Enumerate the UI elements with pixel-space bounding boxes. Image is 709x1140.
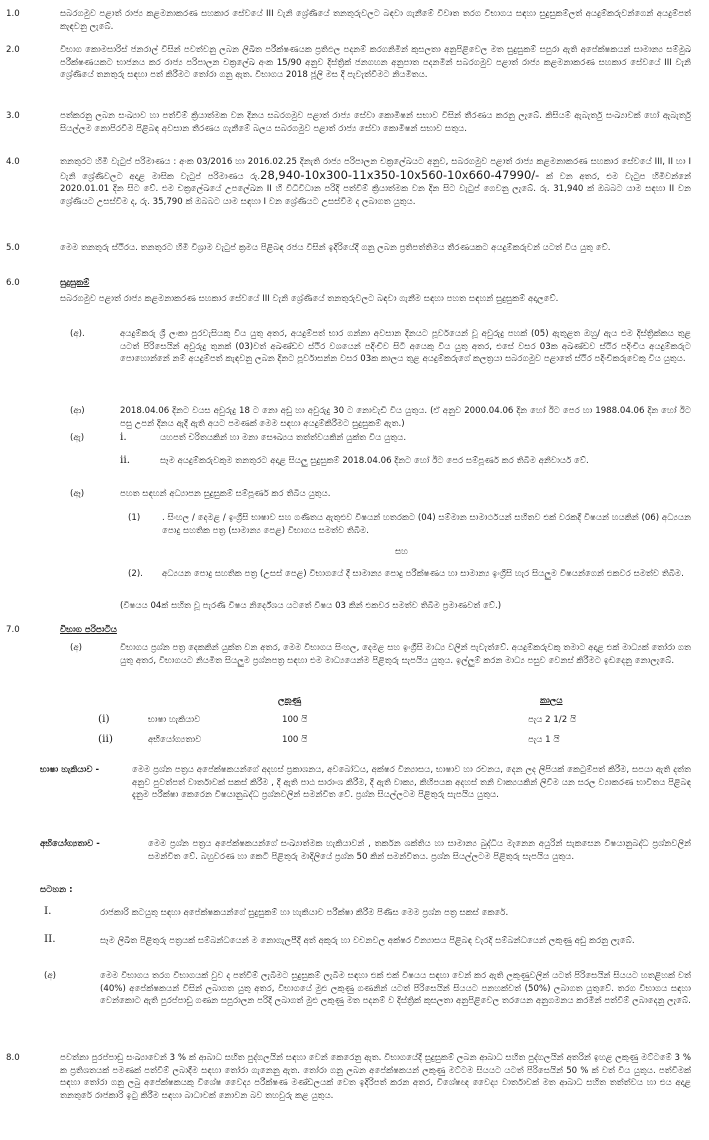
- aptitude-label: අභියෝග්‍යතාව -: [40, 839, 100, 849]
- pass-mark-text: මෙම විභාගය තරග විභාගයක් වුව ද පත්වීම් ලැබීමට සුදුසුකම් ලැබීම සඳහා එක් එක් විෂයය සඳහා වෙන් කර ඇති ලකුණුවලින් යටත් පිරිසෙයින් සියයට හතළිහක් වත් (40%) අපේක්ෂකයන් විසින් ලබාගත යුතු අතර, විභාගයේ මුළු ලකුණු ගණනින් යටත් පිරිසෙයින් සියයට පනහක්වත් (50%) ලබාගත යුතුවේ. තරග විභාගය සඳහා වෙන්කොට ඇති පුරප්පාඩු ගණන සපුරාලන පරිදි ලබාගත් මුළු ලකුණු මත පදනම් ව දිස්ත්‍රික් කුසලතා අනුපිළිවෙල තරයෙන අනුගමනය කරමින් පත්වීම් ලබාදෙනු ලැබේ.: [100, 971, 691, 1007]
- paper-time: පැය 1 යි: [528, 735, 560, 745]
- note-number: II.: [44, 933, 56, 945]
- age-requirement: 2018.04.06 දිනට වයස අවුරුදු 18 ට නො අඩු හා අවුරුදු 30 ට නොවැඩි විය යුතුය. (ඒ අනුව 2000.04.06 දින හෝ ඊට පෙර හා 1988.04.06 දින හෝ ඊට පසු උපන් දිනය ඇදී ඇති අයට පමණක් මෙම සඳහා අයදුම්කිරීමට සුදුසුකම් ඇත.): [120, 406, 691, 429]
- item-label: (අ): [44, 971, 56, 981]
- roman-numeral: ii.: [120, 454, 131, 466]
- paper-time: පැය 2 1/2 යි: [528, 715, 577, 725]
- section-heading-qualifications: සුදුසුකම්: [60, 278, 90, 288]
- section-2-text: විභාග කොමසාරිස් ජනරාල් විසින් පවත්වනු ලබන ලිඛිත පරීක්ෂණයක ප්‍රතිඵල පදනම් කරගනිමින් කුසලතා අනුපිළිවෙල මත සුදුසුකම් සපුරා ඇති අපේක්ෂකයන් සාමාන්‍ය සම්මුඛ පරීක්ෂණයකට භාජනය කර රාජ්‍ය පරිපාලන චක්‍රලේඛ අංක 15/90 අනුව දිස්ත්‍රික් ජනගහන අනුපාත පදනමින් සබරගමුව පළාත් රාජ්‍ය කළමනාකරණ සහකාර සේවයේ III වැනි ශ්‍රේණියේ තනතුරු සඳහා පත් කිරීමට තෝරා ගනු ඇත. විභාගය 2018 ජූලි මස දී පැවැත්වීමට නියමිතය.: [60, 45, 691, 81]
- residency-requirement: අයදුම්කරු ශ්‍රී ලංකා පුරවැසියකු විය යුතු අතර, අයදුම්පත් භාර ගන්නා අවසාන දිනයට පූර්වයෙන් වූ අවුරුදු පහක් (05) ඇතුළත ඔහු/ ඇය එම දිස්ත්‍රික්කය තුළ යටත් පිරිසෙයින් අවුරුදු තුනක් (03)වත් අඛණ්ඩව ස්ථිර වශයෙන් පදිංචිව සිටි අයෙකු විය යුතු අතර, එසේ වසර 03ක අඛණ්ඩව ස්ථිර පදිංචිය අයදුම්කරුට පොහොන්නේ නම් අයදුම්පත් කැඳවනු ලබන දිනට පූර්වාසන්න වසර 03ක කාලය තුළ අයදුම්කරුගේ කලත්‍රයා සබරගමුව පළාතේ ස්ථිර පදිංචිකරුවෙකු විය යුතුය.: [120, 329, 691, 365]
- salary-detail: ක් වන අතර, එම වැටුප හිමිවන්නේ 2020.01.01 දින සිට වේ. එම චක්‍රලේඛයේ උපලේඛන II හි විධිවිධාන පරිදි පත්වීම් ක්‍රියාත්මක වන දින සිට වැටුප් ගෙවනු ලැබේ. රු. 31,940 ක් ඔබබට යාම සඳහා II වන ශ්‍රේණියට උසස්වීම ද, රු. 35,790 ක් ඔබබට යාම සඳහා I වන ශ්‍රේණියට උසස්වීම ද ලබාගත යුතුය.: [60, 171, 691, 207]
- education-requirement-intro: පහත සඳහන් අධ්‍යාපන සුදුසුකම් සම්පූර්ණ කර තිබිය යුතුය.: [120, 489, 331, 499]
- section-5-text: මෙම තනතුරු ස්ථිරය. තනතුරට හිමි විශ්‍රාම වැටුප් ක්‍රමය පිළිබඳ රජය විසින් ඉදිරියේදී ගනු ලබන ප්‍රතිපත්තිමය තීරණයකට අයදුම්කරුවන් යටත් විය යුතු වේ.: [60, 243, 611, 253]
- section-number: 4.0: [6, 157, 20, 167]
- paper-marks: 100 යි: [282, 735, 308, 745]
- section-number: 1.0: [6, 9, 20, 19]
- character-health-requirement: යහපත් චරිතයකින් හා මනා සෞඛ්‍යය තත්ත්වයකින් යුක්ත විය යුතුය.: [160, 433, 407, 443]
- roman-numeral: i.: [120, 431, 127, 443]
- note-2-text: සෑම ලිඛිත පිළිතුරු පත්‍රයක් සම්බන්ධයෙන් ම නොගැලපීදී අත් අකුරු හා වචනවල අක්ෂර වින්‍යාසය පිළිබඳ වැරදි සම්බන්ධයෙන් ලකුණු අඩු කරනු ලැබේ.: [100, 936, 635, 946]
- section-heading-exam-procedure: විභාග පරිපාටිය: [60, 625, 117, 635]
- paper-subject: අභියෝග්‍යතාව: [148, 735, 202, 745]
- item-label: (අ): [70, 643, 82, 653]
- section-number: 3.0: [6, 111, 20, 121]
- paper-subject: භාෂා හැකියාව: [148, 715, 201, 725]
- exam-medium-text: විභාගය ප්‍රශ්න පත්‍ර දෙකකින් යුක්ත වන අතර, මෙම විභාගය සිංහල, දෙමළ සහ ඉංග්‍රීසි මාධ්‍ය වලින් පැවැත්වේ. අයදුම්කරුවකු තමාට අදාළ එක් මාධ්‍යක් තෝරා ගත යුතු අතර, විභාගයට නියමිත සියලුම ප්‍රශ්නපත්‍ර සඳහා එම මාධ්‍යයෙන්ම පිළිතුරු සැපයිය යුතුය. ඉල්ලුම් කරන මාධ්‍ය පසුව වෙනස් කිරීමට ඉඩදෙනු නොලැබේ.: [120, 643, 691, 666]
- item-label: (2).: [128, 569, 143, 579]
- item-label: (අ).: [70, 329, 85, 339]
- section-number: 2.0: [6, 45, 20, 55]
- qualification-date-requirement: සෑම අයදුම්කරුවකුම තනතුරට අදාළ සියලු සුදුසුකම් 2018.04.06 දිනට හෝ ඊට පෙර සම්පූර්ණ කර තිබීම අනිවාර්ය වේ.: [160, 456, 589, 466]
- section-number: 5.0: [6, 243, 20, 253]
- qualifications-intro: සබරගමුව පළාත් රාජ්‍ය කළමනාකරණ සහකාර සේවයේ III වැනි ශ්‍රේණියේ තනතුරුවලට බඳවා ගැනීම සඳහා පහත සඳහන් සුදුසුකම් අදාලවේ.: [60, 294, 559, 304]
- notes-heading: සටහන :: [40, 885, 73, 895]
- language-ability-text: මෙම ප්‍රශ්න පත්‍රය අපේක්ෂකයන්ගේ අදහස් ප්‍රකාශනය, අවබෝධය, අක්ෂර වින්‍යාසය, භාෂාව හා රචනය, දෙන ලද ලිපියක් කෙටුම්පත් කිරීම, සපයා ඇති දත්ත අනුව පුවත්පත් වාර්තාවක් සකස් කිරීම , දී ඇති පාඨ සාරාංශ කිරීම, දී ඇති වාක්‍ය, කිහිපයක අදහස් තනි වාක්‍යයකින් ලිවීම යන සරල ව්‍යාකරණ භාවිතය පිළිබඳ දැනුම පරීක්ෂා කෙරෙන විෂයානුබද්ධ ප්‍රශ්නවලින් සමන්විත වේ. ප්‍රශ්න සියල්ලටම පිළිතුරු සැපයිය යුතුය.: [132, 765, 691, 801]
- section-number: 8.0: [6, 1053, 20, 1063]
- section-8-text: පවත්නා පුරප්පාඩු සංඛ්‍යාවෙන් 3 % ක් ආබාධ සහිත පුද්ගලයින් සඳහා වෙන් කෙරෙනු ඇත. විභාගයේදී සුදුසුකම් ලබන ආබාධ සහිත පුද්ගලයින් අතරින් ඉහළ ලකුණු මට්ටමේ 3 % ක ප්‍රතිශතයක් පමණක් පත්වීම් ලබාදීම සඳහා තෝරා ගැනෙනු ඇත. තෝරා ගනු ලබන අපේක්ෂකයන් ලකුණු මට්ටම සියයට යටත් පිරිසෙයින් 50 % ක් වත් විය යුතුය. පත්වීමක් සඳහා තෝරා ගනු ලබු අපේක්ෂකයකු විශේෂ වෛද්‍ය පරීක්ෂණ මණ්ඩලයක් වෙත ඉදිරිපත් කරන අතර, විශේෂඥ වෛද්‍ය වාර්තාවක් මත ආබාධ සහිත තත්ත්වය හා එය අදාළ තනතුරේ රාජකාරි ඉටු කිරීම සඳහා බාධාවක් නොවන බව තහවුරු කළ යුතුය.: [60, 1053, 691, 1101]
- ol-requirement: . සිංහල / දෙමළ / ඉංග්‍රීසි භාෂාව සහ ගණිතය ඇතුළුව විෂයන් හතරකට (04) සම්මාන සාමාර්ථයන් සහිතව එක් වරකදී විෂයන් හයකින් (06) අධ්‍යයන පොදු සහතික පත්‍ර (සාමාන්‍ය පෙළ) විභාගය සමත්ව තිබීම.: [162, 513, 691, 536]
- section-3-text: පත්කරනු ලබන සංඛ්‍යාව හා පත්වීම් ක්‍රියාත්මක වන දිනය සබරගමුව පළාත් රාජ්‍ය සේවා කොමිෂන් සභාව විසින් තීරණය කරනු ලැබේ. කිසියම් ඇබැර්තු සංඛ්‍යාවක් හෝ ඇබැර්තු සියල්ලම නොපිරවීම පිළිබඳ අවසාන තීරණය ගැනීමේ බලය සබරගමුව පළාත් රාජ්‍ය සේවා කොමිෂන් සභාව සතුය.: [60, 111, 691, 134]
- time-column-header: කාලය: [540, 696, 563, 706]
- paper-number: (i): [98, 713, 110, 725]
- language-ability-label: භාෂා හැකියාව -: [40, 765, 100, 775]
- salary-scale: 28,940-10x300-11x350-10x560-10x660-47990/-: [260, 167, 540, 182]
- al-requirement: අධ්‍යයන පොදු සහතික පත්‍ර (උසස් පෙළ) විභාගයේ දී සාමාන්‍ය පොදු පරීක්ෂණය හා සාමාන්‍ය ඉංග්‍රීසි හැර සියලුම විෂයන්ගෙන් එකවර සමත්ව තිබීම.: [162, 569, 684, 579]
- item-label: (ආ): [70, 406, 85, 416]
- paper-number: (ii): [98, 733, 113, 745]
- section-number: 6.0: [6, 278, 20, 288]
- note-1-text: රාජකාරි කටයුතු සඳහා අපේක්ෂකයන්ගේ සුදුසුකම් හා හැකියාව පරීක්ෂා කිරීම පිණිස මෙම ප්‍රශ්න පත්‍ර සකස් කෙරේ.: [100, 908, 509, 918]
- note-number: I.: [44, 905, 52, 917]
- item-label: (1): [128, 513, 141, 523]
- syllabus-note: (විෂයය 04ක් සහිත වූ පැරණි විෂය නිර්දේශය යටතේ විෂය 03 කින් එකවර සමත්ව තිබීම ප්‍රමාණවත් වේ.): [120, 601, 502, 611]
- aptitude-text: මෙම ප්‍රශ්න පත්‍රය අපේක්ෂකයන්ගේ සංඛ්‍යාත්මක හැකියාවන් , තර්කන ශක්තිය හා සාමාන්‍ය බුද්ධිය මැනෙන අයුරින් සැකසෙන විෂයානුබද්ධ ප්‍රශ්නවලින් සමන්විත වේ. බහුවරණ හා කෙටි පිළිතුරු මාදිලියේ ප්‍රශ්න 50 කින් සමන්විතය. ප්‍රශ්න සියල්ලටම පිළිතුරු සැපයිය යුතුය.: [148, 839, 691, 862]
- marks-column-header: ලකුණු: [278, 696, 302, 706]
- item-label: (ඈ): [70, 489, 85, 499]
- paper-marks: 100 යි: [282, 715, 308, 725]
- item-label: (ඇ): [70, 433, 85, 443]
- and-connector: සහ: [395, 547, 408, 557]
- section-number: 7.0: [6, 625, 20, 635]
- salary-intro: තනතුරට හිමි වැටුප් පරිමාණය : අංක 03/2016 හා 2016.02.25 දිනැති රාජ්‍ය පරිපාලන චක්‍රලේඛයට අනුව, සබරගමුව පළාත් රාජ්‍ය කළමනාකරණ සහකාර සේවයේ III, II හා I වැනි ශ්‍රේණිවලට අදාළ මාසික වැටුප් පරිමාණය රු.: [60, 157, 691, 182]
- section-4-text: [60, 156, 691, 208]
- section-1-text: සබරගමුව පළාත් රාජ්‍ය කළමනාකරණ සහකාර සේවයේ III වැනි ශ්‍රේණියේ තනතුරුවලට බඳවා ගැනීමේ විවෘත තරග විභාගය සඳහා සුදුසුකම්ලත් අයදුම්කරුවන්ගෙන් අයදුම්පත් කැඳවනු ලැබේ.: [60, 9, 691, 32]
